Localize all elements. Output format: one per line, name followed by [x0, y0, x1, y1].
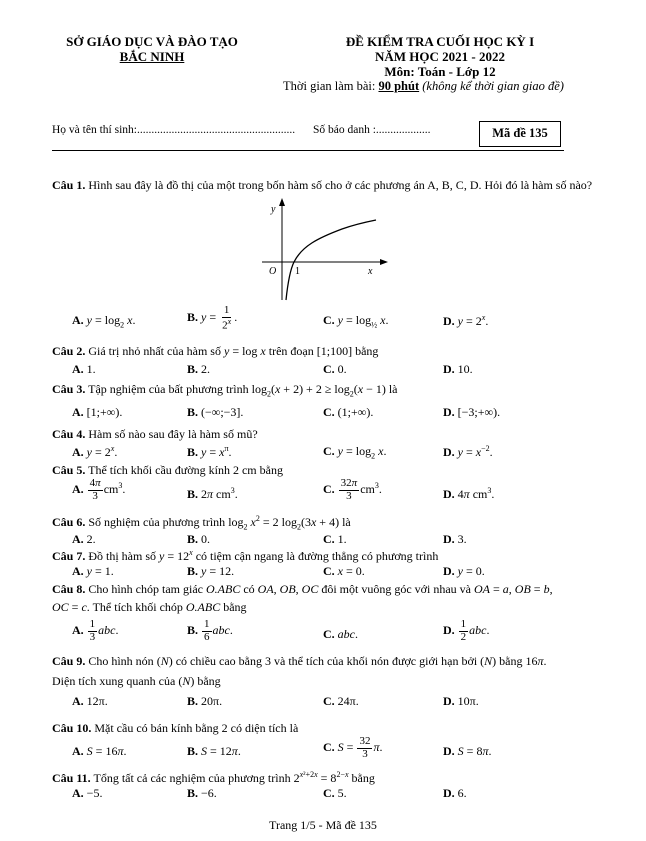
option-2b[interactable]: B. 2. [187, 362, 211, 376]
option-6c[interactable]: C. 1. [323, 532, 347, 546]
option-2a[interactable]: A. 1. [72, 362, 96, 376]
option-7d[interactable]: D. y = 0. [443, 564, 485, 578]
option-11d[interactable]: D. 6. [443, 786, 467, 800]
option-8a[interactable]: A. $\frac{1}{3}$ abc. [72, 618, 119, 643]
option-4b[interactable]: B. $y = x^\pi$. [187, 444, 232, 459]
question-8: Câu 8. Cho hình chóp tam giác O.ABC có OA, OB, OC đôi một vuông góc với nhau và OA = a, OB = b, [52, 582, 553, 596]
question-2: Câu 2. Giá trị nhỏ nhất của hàm số y = log x trên đoạn [1;100] bằng [52, 344, 379, 358]
question-1 [52, 178, 592, 193]
question-9-line2: Diện tích xung quanh của (N) bằng [52, 674, 221, 688]
option-3a[interactable]: A. [1;+∞). [72, 405, 123, 419]
question-text: Hình sau đây là đồ thị của một trong bốn hàm số cho ở các phương án A, B, C, D. Hỏi đó là hàm số nào? [88, 178, 593, 192]
y-label: y [271, 204, 276, 215]
option-11a[interactable]: A. −5. [72, 786, 103, 800]
option-1d[interactable]: D. $y = 2^x$. [443, 313, 489, 328]
question-4: Câu 4. Hàm số nào sau đây là hàm số mũ? [52, 427, 258, 441]
option-9c[interactable]: C. 24π. [323, 694, 359, 708]
y-axis-arrow-icon [279, 198, 285, 206]
option-9a[interactable]: A. 12π. [72, 694, 108, 708]
option-10c[interactable]: C. S = $\frac{32}{3}$ π. [323, 735, 383, 760]
subject: Môn: Toán - Lớp 12 [384, 64, 496, 79]
exam-title: ĐỀ KIỂM TRA CUỐI HỌC KỲ I [345, 34, 535, 49]
option-3d[interactable]: D. [−3;+∞). [443, 405, 501, 419]
option-5b[interactable]: B. 2π $cm^3$. [187, 486, 238, 501]
option-6a[interactable]: A. 2. [72, 532, 96, 546]
option-7c[interactable]: C. x = 0. [323, 564, 365, 578]
option-3c[interactable]: C. (1;+∞). [323, 405, 374, 419]
option-2d[interactable]: D. 10. [443, 362, 473, 376]
option-9d[interactable]: D. 10π. [443, 694, 479, 708]
tick-one-label: 1 [295, 266, 300, 277]
option-5d[interactable]: D. 4π $cm^3$. [443, 486, 495, 501]
question-11: Câu 11. Tổng tất cả các nghiệm của phương trình $2^{x^2+2x} = 8^{2-x}$ bằng [52, 770, 375, 785]
option-3b[interactable]: B. (−∞;−3]. [187, 405, 244, 419]
option-10a[interactable]: A. S = 16π. [72, 744, 127, 758]
option-10b[interactable]: B. S = 12π. [187, 744, 241, 758]
option-11c[interactable]: C. 5. [323, 786, 347, 800]
page-footer: Trang 1/5 - Mã đề 135 [269, 818, 377, 832]
province-name: BẮC NINH [119, 49, 185, 64]
option-6b[interactable]: B. 0. [187, 532, 211, 546]
option-8c[interactable]: C. abc. [323, 627, 358, 641]
function-graph [258, 196, 388, 306]
time-note: (không kể thời gian giao đề) [419, 79, 564, 93]
option-5a[interactable]: A. $\frac{4\pi}{3}$ $cm^3$. [72, 477, 126, 502]
exam-code: Mã đề 135 [492, 126, 548, 140]
option-8d[interactable]: D. $\frac{1}{2}$ abc. [443, 618, 490, 643]
question-5: Câu 5. Thể tích khối cầu đường kính 2 cm bằng [52, 463, 283, 477]
question-7: Câu 7. Đồ thị hàm số $y = 12^x$ có tiệm cận ngang là đường thẳng có phương trình [52, 548, 439, 563]
option-8b[interactable]: B. $\frac{1}{6}$ abc. [187, 618, 233, 643]
option-7b[interactable]: B. y = 12. [187, 564, 235, 578]
log-curve [286, 220, 376, 300]
time-value: 90 phút [378, 79, 420, 93]
option-1b[interactable]: B. y = $\frac{1}{2^x}$ . [187, 304, 238, 332]
option-9b[interactable]: B. 20π. [187, 694, 223, 708]
option-4c[interactable]: C. $y = \log_2 x$. [323, 444, 387, 461]
question-9: Câu 9. Cho hình nón (N) có chiều cao bằng 3 và thể tích của khối nón được giới hạn bởi (N) bằng 16π. [52, 654, 547, 668]
option-11b[interactable]: B. −6. [187, 786, 217, 800]
origin-label: O [269, 266, 277, 277]
x-label: x [368, 266, 373, 277]
option-10d[interactable]: D. S = 8π. [443, 744, 492, 758]
question-10: Câu 10. Mặt cầu có bán kính bằng 2 có diện tích là [52, 721, 299, 735]
time-label: Thời gian làm bài: [283, 79, 379, 93]
x-axis-arrow-icon [380, 259, 388, 265]
option-1a[interactable]: A. $y = \log_2 x$. [72, 313, 136, 330]
question-3: Câu 3. Tập nghiệm của bất phương trình $\log_2(x + 2) + 2 \ge \log_2(x - 1)$ là [52, 382, 398, 399]
option-1c[interactable]: C. $y = \log_{\frac{1}{2}} x$. [323, 313, 389, 330]
question-6: Câu 6. Số nghiệm của phương trình $\log_2 x^2 = 2$ $\log_2(3x + 4)$ là [52, 514, 351, 532]
option-5c[interactable]: C. $\frac{32\pi}{3}$ $cm^3$. [323, 477, 382, 502]
student-id-field: Số báo danh :................... [313, 124, 431, 136]
option-2c[interactable]: C. 0. [323, 362, 347, 376]
option-4d[interactable]: D. $y = x^{-2}$. [443, 444, 493, 459]
option-7a[interactable]: A. y = 1. [72, 564, 114, 578]
exam-time [283, 79, 564, 94]
student-name-field: Họ và tên thí sinh:....................................................... [52, 124, 296, 136]
question-number: Câu 1. [52, 178, 86, 192]
question-8-line2: OC = c. Thể tích khối chóp O.ABC bằng [52, 600, 247, 614]
header-divider [52, 150, 564, 151]
department-name: SỞ GIÁO DỤC VÀ ĐÀO TẠO [66, 34, 238, 49]
option-6d[interactable]: D. 3. [443, 532, 467, 546]
option-4a[interactable]: A. $y = 2^x$. [72, 444, 118, 459]
school-year: NĂM HỌC 2021 - 2022 [375, 49, 505, 64]
